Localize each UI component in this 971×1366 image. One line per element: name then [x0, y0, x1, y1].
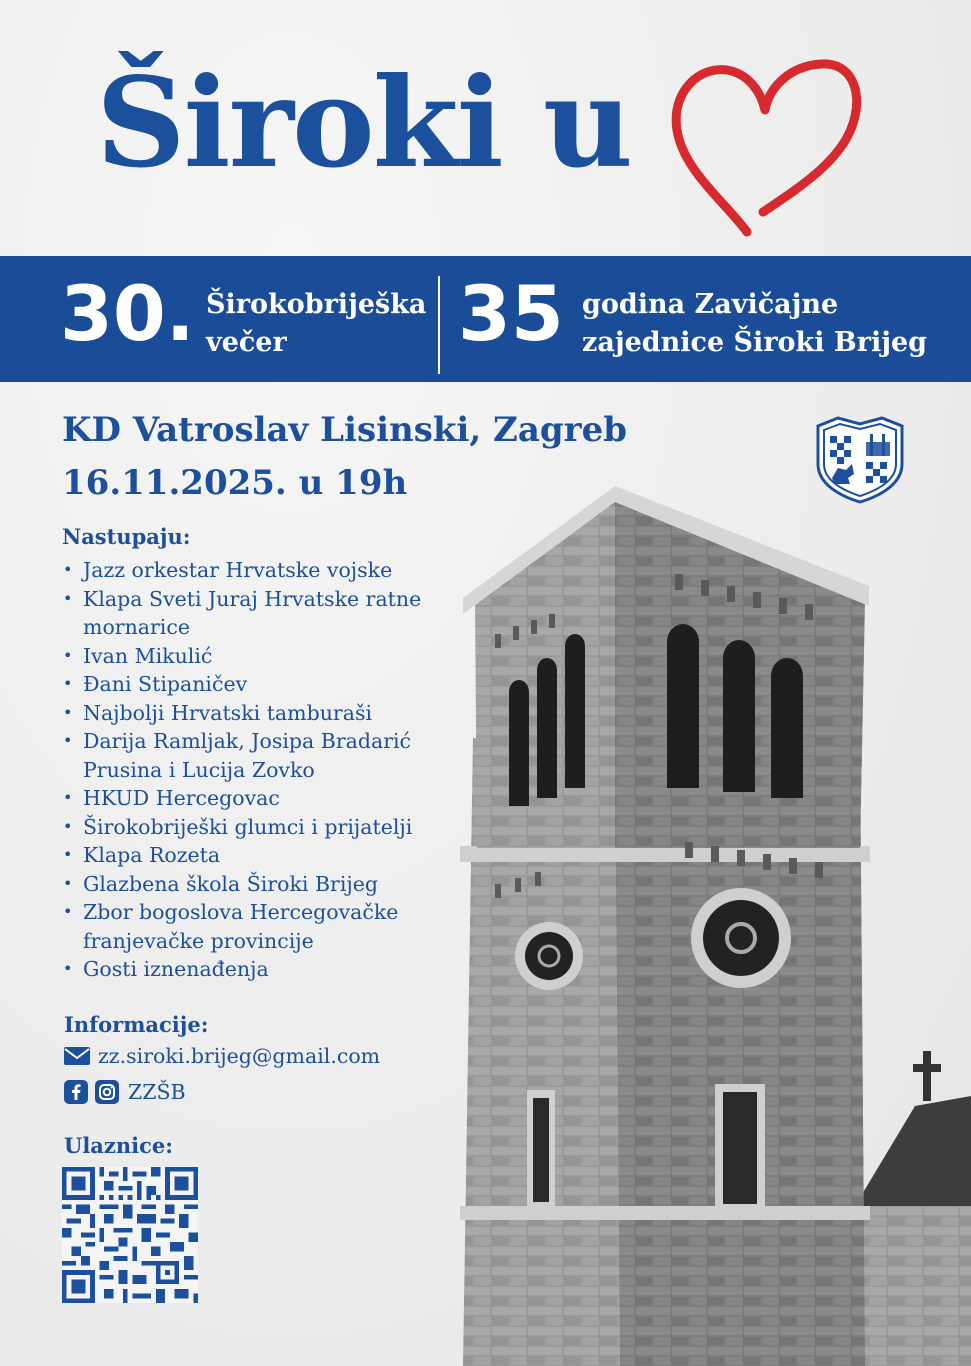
social-handle: ZZŠB — [128, 1080, 186, 1104]
event-name — [206, 286, 426, 362]
list-item: • Glazbena škola Široki Brijeg — [62, 870, 452, 899]
list-item: • Zbor bogoslova Hercegovačke franjevačke provincije — [62, 898, 452, 955]
social-contact — [64, 1078, 186, 1106]
info-label: Informacije: — [64, 1012, 209, 1037]
heart-icon — [665, 52, 865, 237]
event-datetime: 16.11.2025. u 19h — [62, 463, 408, 503]
list-item: • Ivan Mikulić — [62, 642, 452, 671]
tickets-label: Ulaznice: — [64, 1133, 173, 1158]
qr-code[interactable] — [62, 1167, 198, 1303]
email-address[interactable]: zz.siroki.brijeg@gmail.com — [98, 1044, 381, 1068]
church-tower-image — [455, 486, 971, 1366]
email-contact[interactable] — [64, 1041, 380, 1071]
organization-line-1: godina Zavičajne — [582, 289, 839, 320]
organization-anniversary — [582, 286, 927, 362]
list-item: • Gosti iznenađenja — [62, 955, 452, 984]
event-name-line-2: večer — [206, 327, 287, 358]
facebook-icon[interactable] — [64, 1080, 88, 1104]
poster-title: Široki u — [96, 51, 632, 196]
anniversary-number-30: 30. — [60, 269, 195, 358]
list-item: • Jazz orkestar Hrvatske vojske — [62, 556, 452, 585]
event-name-line-1: Širokobriješka — [206, 289, 427, 320]
list-item: • Klapa Rozeta — [62, 841, 452, 870]
list-item: • Širokobriješki glumci i prijatelji — [62, 813, 452, 842]
anniversary-number-35: 35 — [458, 269, 564, 358]
list-item: • HKUD Hercegovac — [62, 784, 452, 813]
list-item: • Đani Stipaničev — [62, 670, 452, 699]
banner-divider — [438, 276, 440, 374]
event-venue: KD Vatroslav Lisinski, Zagreb — [62, 410, 627, 450]
organization-line-2: zajednice Široki Brijeg — [582, 327, 928, 358]
list-item: • Klapa Sveti Juraj Hrvatske ratne mornarice — [62, 585, 452, 642]
instagram-icon[interactable] — [95, 1080, 119, 1104]
performers-label: Nastupaju: — [62, 524, 191, 549]
performers-list — [62, 556, 452, 984]
list-item: • Najbolji Hrvatski tamburaši — [62, 699, 452, 728]
mail-icon — [64, 1047, 90, 1065]
list-item: • Darija Ramljak, Josipa Bradarić Prusina i Lucija Zovko — [62, 727, 452, 784]
